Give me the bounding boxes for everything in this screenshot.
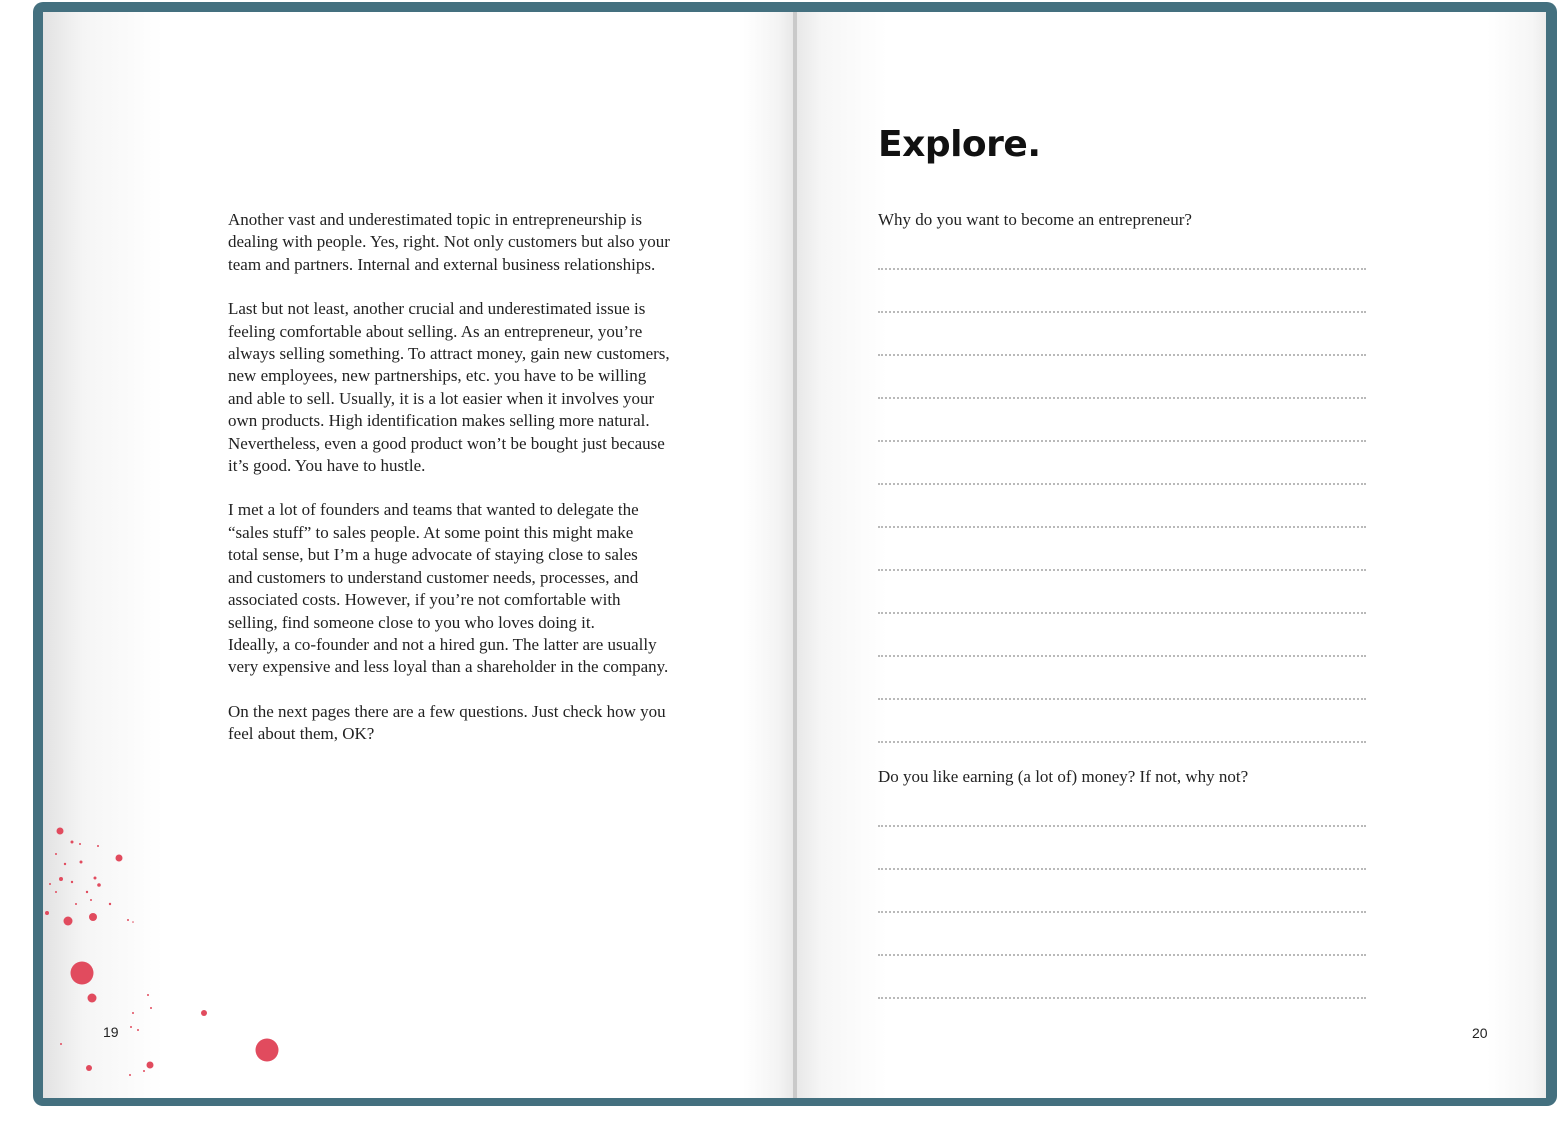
answer-line[interactable] <box>878 956 1366 999</box>
answer-line[interactable] <box>878 313 1366 356</box>
answer-line[interactable] <box>878 913 1366 956</box>
page-number: 19 <box>103 1024 119 1040</box>
answer-line[interactable] <box>878 614 1366 657</box>
answer-line[interactable] <box>878 657 1366 700</box>
book-spread <box>33 2 1557 1106</box>
page-number: 20 <box>1472 1025 1488 1041</box>
paragraph: Last but not least, another crucial and underestimated issue is feeling comfortable about selling. As an entrepreneur, you’re always selling something. To attract money, gain new customers, new employees, new partnerships, etc. you have to be willing and able to sell. Usually, it is a lot easier when it involves your own products. High identification makes selling more natural. Nevertheless, even a good product won’t be bought just because it’s good. You have to hustle. <box>228 299 670 476</box>
paragraph: Another vast and underestimated topic in entrepreneurship is dealing with people. Yes, right. Not only customers but also your team and partners. Internal and external business relationships. <box>228 210 670 274</box>
paragraph: On the next pages there are a few questions. Just check how you feel about them, OK? <box>228 701 666 744</box>
answer-line[interactable] <box>878 700 1366 743</box>
body-text <box>228 209 728 768</box>
answer-line[interactable] <box>878 784 1366 827</box>
answer-line[interactable] <box>878 571 1366 614</box>
answer-line[interactable] <box>878 870 1366 913</box>
answer-lines-1[interactable] <box>878 227 1366 743</box>
answer-lines-2[interactable] <box>878 784 1366 999</box>
answer-line[interactable] <box>878 528 1366 571</box>
answer-line[interactable] <box>878 399 1366 442</box>
answer-line[interactable] <box>878 827 1366 870</box>
question-2: Do you like earning (a lot of) money? If not, why not? <box>878 767 1249 786</box>
answer-line[interactable] <box>878 227 1366 270</box>
right-page <box>797 12 1546 1098</box>
answer-line[interactable] <box>878 356 1366 399</box>
question-1: Why do you want to become an entrepreneur? <box>878 210 1192 229</box>
paragraph: I met a lot of founders and teams that wanted to delegate the “sales stuff” to sales people. At some point this might make total sense, but I’m a huge advocate of staying close to sales and customers to understand customer needs, processes, and associated costs. However, if you’re not comfortable with selling, find someone close to you who loves doing it. Ideally, a co-founder and not a hired gun. The latter are usually very expensive and less loyal than a shareholder in the company. <box>228 500 669 677</box>
answer-line[interactable] <box>878 485 1366 528</box>
page-title: Explore. <box>878 124 1041 165</box>
answer-line[interactable] <box>878 270 1366 313</box>
answer-line[interactable] <box>878 442 1366 485</box>
left-page <box>43 12 793 1098</box>
paint-splatter-decoration <box>43 792 303 1092</box>
